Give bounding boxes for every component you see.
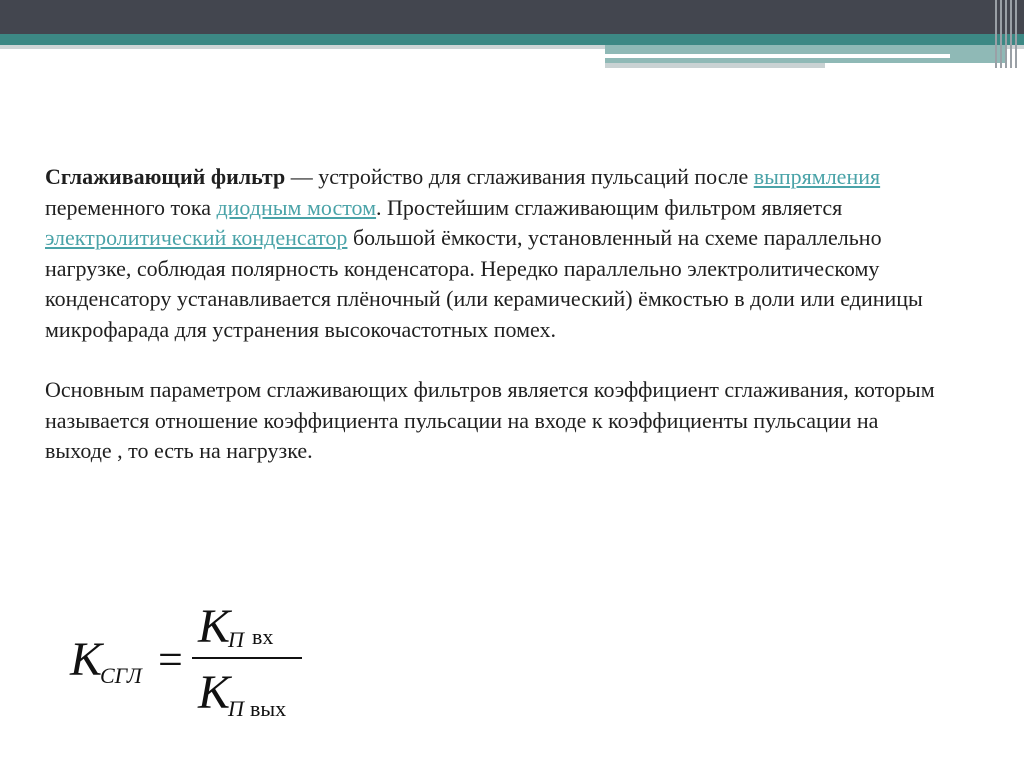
formula-numerator-sub: вх [252,624,274,649]
header-accent-line-lower [605,63,825,68]
link-rectification[interactable]: выпрямления [753,164,881,189]
formula-denominator-sub: вых [250,696,287,721]
definition-paragraph [45,162,945,345]
formula-numerator-sub-italic: П [228,627,244,652]
parameter-paragraph: Основным параметром сглаживающих фильтров является коэффициент сглаживания, которым называется отношение коэффициента пульсации на входе к коэффициенты пульсации на выходе , то есть на нагрузке. [45,377,935,463]
link-electrolytic-capacitor[interactable]: электролитический конденсатор [45,225,348,250]
link-diode-bridge[interactable]: диодным мостом [216,194,377,220]
formula-denominator-symbol: K [198,666,231,719]
formula-numerator-symbol: K [198,600,231,653]
text-segment: . Простейшим сглаживающим фильтром является [376,194,843,220]
header-teal-band [0,34,1024,45]
term-smoothing-filter: Сглаживающий фильтр [45,164,286,189]
text-segment: — устройство для сглаживания пульсаций после [285,164,754,189]
header-vertical-stripes [995,0,1017,68]
text-segment: большой ёмкости, установленный на схеме параллельно нагрузке, соблюдая полярность конденсатора. Нередко параллельно электролитическому конденсатору устанавливается плёночный (или керамический) ёмкостью в доли или единицы микрофарада для устранения высокочастотных помех. [45,225,923,342]
formula-equals-sign: = [158,635,183,684]
header-accent-line [605,54,950,58]
smoothing-coefficient-formula [70,600,330,723]
slide-content [45,162,945,467]
formula-denominator-sub-italic: П [228,696,244,721]
formula-fraction-bar [192,657,302,659]
header-dark-band [0,0,1024,34]
formula-lhs-symbol: K [70,633,103,686]
formula-lhs-subscript: СГЛ [100,663,142,688]
text-segment: переменного тока [45,194,217,220]
